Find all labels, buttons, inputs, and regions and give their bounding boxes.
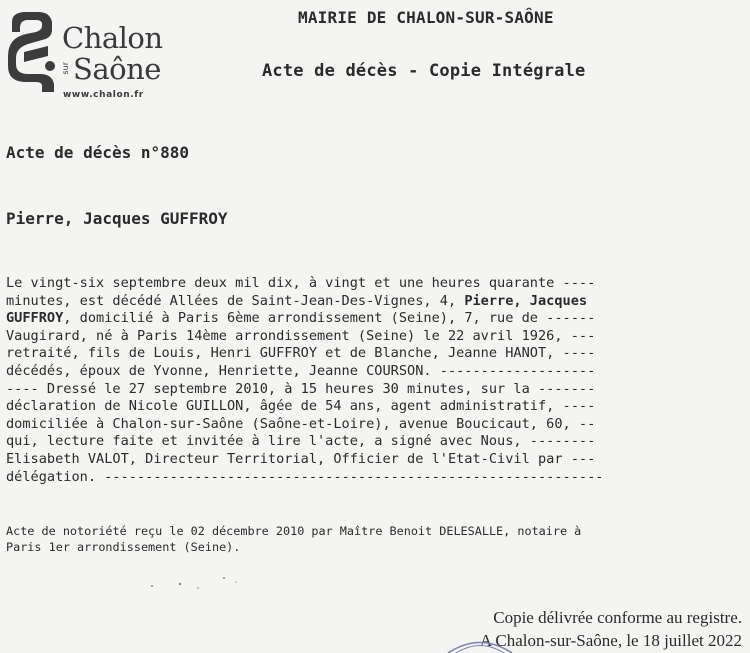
deceased-name: Pierre, Jacques GUFFROY xyxy=(6,209,228,228)
logo-text-sur: sur xyxy=(61,62,70,75)
logo-text-saone: Saône xyxy=(73,52,161,86)
body-line: retraité, fils de Louis, Henri GUFFROY et de Blanche, Jeanne HANOT, ---- xyxy=(6,345,596,362)
mairie-title: MAIRIE DE CHALON-SUR-SAÔNE xyxy=(298,8,554,27)
copy-certification: Copie délivrée conforme au registre. xyxy=(493,608,742,627)
body-line: qui, lecture faite et invitée à lire l'acte, a signé avec Nous, -------- xyxy=(6,433,596,450)
body-line: délégation. ------------------------------------------------------------- xyxy=(6,468,604,485)
body-line: Le vingt-six septembre deux mil dix, à vingt et une heures quarante ---- xyxy=(6,275,596,291)
acte-number: Acte de décès n°880 xyxy=(6,143,190,162)
body-line: ---- Dressé le 27 septembre 2010, à 15 heures 30 minutes, sur la ------- xyxy=(6,380,596,397)
body-name-bold: GUFFROY xyxy=(6,310,64,327)
city-logo xyxy=(6,8,176,100)
notoriete-line: Paris 1er arrondissement (Seine). xyxy=(6,540,241,554)
body-line: , domicilié à Paris 6ème arrondissement (Seine), 7, rue de ------ xyxy=(63,310,596,327)
body-name-bold: Pierre, Jacques xyxy=(464,292,588,309)
notoriete-note xyxy=(6,523,750,555)
body-line: Elisabeth VALOT, Directeur Territorial, Officier de l'Etat-Civil par --- xyxy=(6,450,596,467)
document-title: Acte de décès - Copie Intégrale xyxy=(262,61,586,81)
logo-text-chalon: Chalon xyxy=(62,21,163,55)
city-logo-mark xyxy=(6,8,60,94)
body-line: décédés, époux de Yvonne, Henriette, Jeanne COURSON. ------------------- xyxy=(6,362,596,379)
official-stamp xyxy=(440,638,520,653)
notoriete-line: Acte de notoriété reçu le 02 décembre 2010 par Maître Benoit DELESALLE, notaire à xyxy=(6,524,582,538)
place-and-date: A Chalon-sur-Saône, le 18 juillet 2022 xyxy=(479,631,742,650)
body-line: Vaugirard, né à Paris 14ème arrondissement (Seine) le 22 avril 1926, --- xyxy=(6,327,596,344)
logo-url: www.chalon.fr xyxy=(63,90,144,100)
body-line: déclaration de Nicole GUILLON, âgée de 54 ans, agent administratif, ---- xyxy=(6,398,596,415)
body-line: domiciliée à Chalon-sur-Saône (Saône-et-Loire), avenue Boucicaut, 60, -- xyxy=(6,415,596,432)
paper-specks xyxy=(140,574,260,594)
body-line: minutes, est décédé Allées de Saint-Jean-Des-Vignes, 4, xyxy=(6,292,465,309)
acte-body xyxy=(6,275,750,486)
